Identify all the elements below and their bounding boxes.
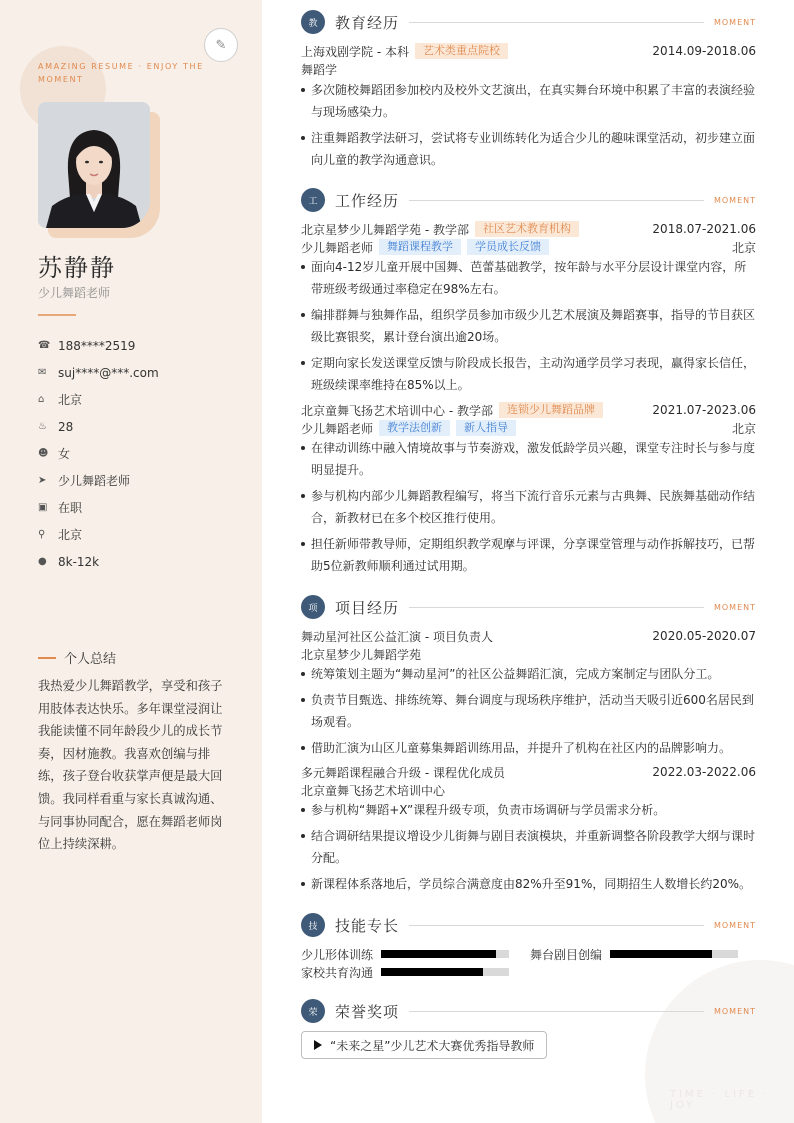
school-tag: 艺术类重点院校 bbox=[415, 43, 508, 59]
info-salary bbox=[38, 548, 238, 575]
role-tag: 学员成长反馈 bbox=[467, 239, 549, 255]
education-header bbox=[301, 42, 756, 60]
section-badge: 工 bbox=[301, 188, 325, 212]
project-date: 2020.05-2020.07 bbox=[652, 629, 756, 643]
skill-name: 舞台剧目创编 bbox=[530, 947, 603, 962]
pen-icon[interactable]: ✎ bbox=[204, 28, 238, 62]
skill-item bbox=[301, 963, 509, 981]
gender-icon: ☻ bbox=[38, 448, 49, 459]
work-role-row bbox=[301, 238, 756, 256]
candidate-name: 苏静静 bbox=[38, 254, 116, 282]
section-badge: 荣 bbox=[301, 999, 325, 1023]
summary-heading bbox=[38, 648, 116, 667]
cake-icon: ♨ bbox=[38, 421, 47, 432]
summary-text: 我热爱少儿舞蹈教学，享受和孩子用肢体表达快乐。多年课堂浸润让我能读懂不同年龄段少儿的成长节奏，因材施教。我喜欢创编与排练，孩子登台收获掌声便是最大回馈。我同样看重与家长真诚沟通、与同事协同配合，愿在舞蹈老师岗位上持续深耕。 bbox=[38, 679, 223, 852]
education-major-row bbox=[301, 60, 756, 78]
list-item: 面向4-12岁儿童开展中国舞、芭蕾基础教学，按年龄与水平分层设计课堂内容，所带班级考级通过率稳定在98%左右。 bbox=[301, 256, 756, 300]
list-item: 担任新师带教导师，定期组织教学观摩与评课，分享课堂管理与动作拆解技巧，已帮助5位新教师顺利通过试用期。 bbox=[301, 533, 756, 577]
info-text: 北京 bbox=[58, 528, 83, 542]
education-date: 2014.09-2018.06 bbox=[652, 44, 756, 58]
award-item bbox=[301, 1031, 547, 1059]
work-header bbox=[301, 220, 756, 238]
project-name: 舞动星河社区公益汇演 - 项目负责人 bbox=[301, 629, 493, 644]
work-role-row bbox=[301, 419, 756, 437]
role-name: 少儿舞蹈老师 bbox=[301, 421, 374, 436]
list-item: 在律动训练中融入情境故事与节奏游戏，激发低龄学员兴趣，课堂专注时长与参与度明显提升。 bbox=[301, 437, 756, 481]
work-entry bbox=[301, 401, 756, 581]
info-location bbox=[38, 521, 238, 548]
project-org: 北京星梦少儿舞蹈学苑 bbox=[301, 647, 422, 662]
project-date: 2022.03-2022.06 bbox=[652, 765, 756, 779]
list-item: 负责节目甄选、排练统筹、舞台调度与现场秩序维护，活动当天吸引近600名居民到场观看。 bbox=[301, 689, 756, 733]
org-name: 北京星梦少儿舞蹈学苑 - 教学部 bbox=[301, 222, 469, 237]
section-title: 项目经历 bbox=[335, 598, 400, 617]
briefcase-icon: ▣ bbox=[38, 502, 48, 513]
role-tag: 舞蹈课程教学 bbox=[379, 239, 461, 255]
section-badge: 教 bbox=[301, 10, 325, 34]
play-icon bbox=[314, 1040, 322, 1050]
skill-bar bbox=[381, 950, 509, 958]
skill-name: 少儿形体训练 bbox=[301, 947, 374, 962]
info-phone bbox=[38, 332, 238, 359]
section-moment: MOMENT bbox=[713, 195, 756, 205]
section-education bbox=[301, 10, 756, 34]
home-icon: ⌂ bbox=[38, 394, 45, 405]
avatar bbox=[38, 102, 150, 228]
section-honors bbox=[301, 999, 756, 1023]
name-divider bbox=[38, 314, 76, 316]
section-skills bbox=[301, 913, 756, 937]
location-icon: ⚲ bbox=[38, 529, 46, 540]
project-bullets bbox=[301, 663, 756, 759]
section-title: 教育经历 bbox=[335, 13, 400, 32]
section-work bbox=[301, 188, 756, 212]
info-email bbox=[38, 359, 238, 386]
education-major: 舞蹈学 bbox=[301, 62, 338, 77]
section-moment: MOMENT bbox=[713, 17, 756, 27]
send-icon: ➤ bbox=[38, 475, 47, 486]
info-status bbox=[38, 494, 238, 521]
section-badge: 技 bbox=[301, 913, 325, 937]
section-badge: 项 bbox=[301, 595, 325, 619]
info-text: 在职 bbox=[58, 501, 83, 515]
sidebar bbox=[0, 0, 262, 1123]
section-divider bbox=[409, 200, 704, 201]
role-tag: 新人指导 bbox=[456, 420, 516, 436]
work-bullets bbox=[301, 256, 756, 396]
list-item: 多次随校舞蹈团参加校内及校外文艺演出，在真实舞台环境中积累了丰富的表演经验与现场感染力。 bbox=[301, 79, 756, 123]
section-moment: MOMENT bbox=[713, 920, 756, 930]
org-name: 北京童舞飞扬艺术培训中心 - 教学部 bbox=[301, 403, 493, 418]
work-header bbox=[301, 401, 756, 419]
project-header bbox=[301, 627, 756, 645]
info-gender bbox=[38, 440, 238, 467]
role-name: 少儿舞蹈老师 bbox=[301, 240, 374, 255]
list-item: 定期向家长发送课堂反馈与阶段成长报告，主动沟通学员学习表现，赢得家长信任，班级续课率维持在85%以上。 bbox=[301, 352, 756, 396]
project-org: 北京童舞飞扬艺术培训中心 bbox=[301, 783, 446, 798]
list-item: 新课程体系落地后，学员综合满意度由82%升至91%，同期招生人数增长约20%。 bbox=[301, 873, 756, 895]
work-city: 北京 bbox=[731, 240, 756, 255]
info-text: 8k-12k bbox=[58, 554, 100, 569]
info-hometown bbox=[38, 386, 238, 413]
list-item: 参与机构内部少儿舞蹈教程编写，将当下流行音乐元素与古典舞、民族舞基础动作结合，新教材已在多个校区推行使用。 bbox=[301, 485, 756, 529]
org-tag: 社区艺术教育机构 bbox=[475, 221, 579, 237]
info-text: 188****2519 bbox=[58, 338, 136, 353]
project-entry bbox=[301, 763, 756, 899]
school-name: 上海戏剧学院 - 本科 bbox=[301, 44, 409, 59]
footer-watermark: TIME · LIFE · JOY bbox=[670, 1089, 770, 1111]
skill-name: 家校共育沟通 bbox=[301, 965, 374, 980]
work-bullets bbox=[301, 437, 756, 577]
summary-bar bbox=[38, 657, 56, 659]
project-org-row bbox=[301, 645, 756, 663]
info-text: 少儿舞蹈老师 bbox=[58, 474, 131, 488]
section-title: 技能专长 bbox=[335, 916, 400, 935]
work-city: 北京 bbox=[731, 421, 756, 436]
skill-item bbox=[301, 945, 509, 963]
list-item: 借助汇演为山区儿童募集舞蹈训练用品，并提升了机构在社区内的品牌影响力。 bbox=[301, 737, 756, 759]
list-item: 统筹策划主题为“舞动星河”的社区公益舞蹈汇演，完成方案制定与团队分工。 bbox=[301, 663, 756, 685]
section-moment: MOMENT bbox=[713, 1006, 756, 1016]
contact-info bbox=[38, 332, 238, 575]
education-bullets bbox=[301, 79, 756, 171]
skill-bar-fill bbox=[381, 950, 496, 958]
role-tag: 教学法创新 bbox=[379, 420, 450, 436]
section-divider bbox=[409, 925, 704, 926]
section-project bbox=[301, 595, 756, 619]
info-age bbox=[38, 413, 238, 440]
info-text: suj****@***.com bbox=[58, 365, 159, 380]
project-bullets bbox=[301, 799, 756, 895]
skill-item bbox=[530, 945, 738, 963]
project-name: 多元舞蹈课程融合升级 - 课程优化成员 bbox=[301, 765, 505, 780]
list-item: 注重舞蹈教学法研习，尝试将专业训练转化为适合少儿的趣味课堂活动，初步建立面向儿童的教学沟通意识。 bbox=[301, 127, 756, 171]
education-entry bbox=[301, 42, 756, 175]
info-target-job bbox=[38, 467, 238, 494]
info-text: 28 bbox=[58, 419, 74, 434]
section-moment: MOMENT bbox=[713, 602, 756, 612]
section-title: 荣誉奖项 bbox=[335, 1002, 400, 1021]
skill-bar-fill bbox=[610, 950, 712, 958]
skill-bar bbox=[610, 950, 738, 958]
award-text: “未来之星”少儿艺术大赛优秀指导教师 bbox=[330, 1038, 535, 1053]
portrait-illustration bbox=[38, 102, 150, 228]
list-item: 结合调研结果提议增设少儿街舞与剧目表演模块，并重新调整各阶段教学大纲与课时分配。 bbox=[301, 825, 756, 869]
salary-icon: ● bbox=[38, 556, 47, 567]
info-text: 女 bbox=[58, 447, 71, 461]
project-header bbox=[301, 763, 756, 781]
project-org-row bbox=[301, 781, 756, 799]
list-item: 编排群舞与独舞作品，组织学员参加市级少儿艺术展演及舞蹈赛事，指导的节目获区级比赛银奖，累计登台演出逾20场。 bbox=[301, 304, 756, 348]
candidate-title: 少儿舞蹈老师 bbox=[38, 286, 111, 300]
section-divider bbox=[409, 22, 704, 23]
mail-icon: ✉ bbox=[38, 367, 47, 378]
summary-title: 个人总结 bbox=[64, 652, 117, 667]
phone-icon: ☎ bbox=[38, 340, 51, 351]
work-entry bbox=[301, 220, 756, 400]
project-entry bbox=[301, 627, 756, 763]
tagline: AMAZING RESUME · ENJOY THE MOMENT bbox=[38, 62, 204, 84]
section-divider bbox=[409, 607, 704, 608]
skill-bar-fill bbox=[381, 968, 483, 976]
info-text: 北京 bbox=[58, 393, 83, 407]
section-divider bbox=[409, 1011, 704, 1012]
work-date: 2021.07-2023.06 bbox=[652, 403, 756, 417]
section-title: 工作经历 bbox=[335, 191, 400, 210]
skill-bar bbox=[381, 968, 509, 976]
org-tag: 连锁少儿舞蹈品牌 bbox=[499, 402, 603, 418]
work-date: 2018.07-2021.06 bbox=[652, 222, 756, 236]
list-item: 参与机构“舞蹈+X”课程升级专项，负责市场调研与学员需求分析。 bbox=[301, 799, 756, 821]
